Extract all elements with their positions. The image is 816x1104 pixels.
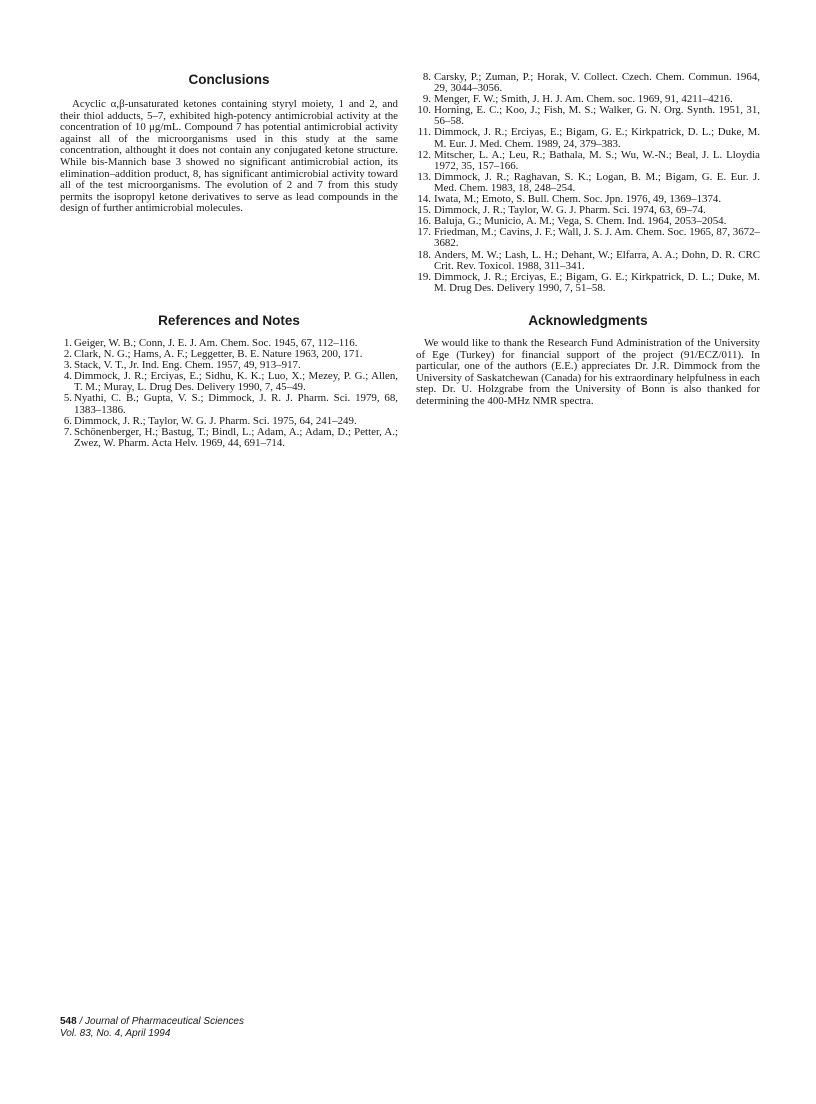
reference-text: Mitscher, L. A.; Leu, R.; Bathala, M. S.; Wu, W.-N.; Beal, J. L. Lloydia 1972, 35, 157–166. xyxy=(434,148,760,172)
reference-text: Menger, F. W.; Smith, J. H. J. Am. Chem. soc. 1969, 91, 4211–4216. xyxy=(434,93,733,106)
reference-text: Clark, N. G.; Hams, A. F.; Leggetter, B. E. Nature 1963, 200, 171. xyxy=(74,348,363,361)
reference-number: 18. xyxy=(417,248,431,261)
reference-text: Dimmock, J. R.; Raghavan, S. K.; Logan, B. M.; Bigam, G. E. Eur. J. Med. Chem. 1983, 18, 248–254. xyxy=(434,170,760,194)
journal-volume: Vol. 83, No. 4, April 1994 xyxy=(60,1028,171,1039)
reference-item xyxy=(416,72,760,94)
reference-text: Dimmock, J. R.; Erciyas, E.; Bigam, G. E.; Kirkpatrick, D. L.; Duke, M. M. Eur. J. Med. Chem. 1989, 24, 379–383. xyxy=(434,126,760,150)
reference-item xyxy=(416,172,760,194)
reference-text: Anders, M. W.; Lash, L. H.; Dehant, W.; Elfarra, A. A.; Dohn, D. R. CRC Crit. Rev. Toxicol. 1988, 311–341. xyxy=(434,248,760,272)
reference-number: 19. xyxy=(417,270,431,283)
page-number: 548 xyxy=(60,1016,77,1027)
reference-text: Dimmock, J. R.; Erciyas, E.; Bigam, G. E.; Kirkpatrick, D. L.; Duke, M. M. Drug Des. Delivery 1990, 7, 51–58. xyxy=(434,270,760,294)
reference-number: 4. xyxy=(63,370,72,383)
reference-text: Nyathi, C. B.; Gupta, V. S.; Dimmock, J. R. J. Pharm. Sci. 1979, 68, 1383–1386. xyxy=(74,392,398,416)
reference-item xyxy=(416,150,760,172)
reference-text: Dimmock, J. R.; Erciyas, E.; Sidhu, K. K.; Luo, X.; Mezey, P. G.; Allen, T. M.; Muray, L. Drug Des. Delivery 1990, 7, 45–49. xyxy=(74,370,398,394)
reference-number: 17. xyxy=(417,226,431,239)
reference-text: Friedman, M.; Cavins, J. F.; Wall, J. S. J. Am. Chem. Soc. 1965, 87, 3672–3682. xyxy=(434,226,760,250)
reference-text: Dimmock, J. R.; Taylor, W. G. J. Pharm. Sci. 1974, 63, 69–74. xyxy=(434,204,706,217)
reference-text: Baluja, G.; Municio, A. M.; Vega, S. Chem. Ind. 1964, 2053–2054. xyxy=(434,215,727,228)
reference-number: 12. xyxy=(417,148,431,161)
references-heading: References and Notes xyxy=(158,313,300,328)
acknowledgments-heading: Acknowledgments xyxy=(528,313,648,328)
reference-number: 13. xyxy=(417,170,431,183)
reference-number: 14. xyxy=(417,193,431,206)
reference-text: Iwata, M.; Emoto, S. Bull. Chem. Soc. Jpn. 1976, 49, 1369–1374. xyxy=(434,193,722,206)
references-list-left xyxy=(60,338,398,449)
reference-number: 9. xyxy=(422,93,431,106)
page-footer xyxy=(60,1016,244,1040)
reference-item xyxy=(60,393,398,415)
reference-text: Stack, V. T., Jr. Ind. Eng. Chem. 1957, 49, 913–917. xyxy=(74,359,301,372)
conclusions-paragraph: Acyclic α,β-unsaturated ketones containing styryl moiety, 1 and 2, and their thiol adducts, 5–7, exhibited high-potency antimicrobial activity at the concentration of 10 μg/mL. Compound 7 has potential antimicrobial activity against all of the microorganisms used in this study at the same concentration, althought it does not contain any conjugated ketone structure. While bis-Mannich base 3 showed no significant antimicrobial action, its elimination–addition product, 8, has significant antimicrobial activity toward all of the test microorganisms. The evolution of 2 and 7 from this study permits the isopropyl ketone derivatives to serve as lead compounds in the design of further antimicrobial molecules. xyxy=(60,98,398,215)
reference-number: 16. xyxy=(417,215,431,228)
reference-text: Horning, E. C.; Koo, J.; Fish, M. S.; Walker, G. N. Org. Synth. 1951, 31, 56–58. xyxy=(434,104,760,128)
reference-number: 5. xyxy=(63,392,72,405)
reference-item xyxy=(416,105,760,127)
reference-item xyxy=(416,127,760,149)
reference-item xyxy=(416,272,760,294)
reference-number: 15. xyxy=(417,204,431,217)
conclusions-heading: Conclusions xyxy=(188,72,270,87)
reference-text: Carsky, P.; Zuman, P.; Horak, V. Collect. Czech. Chem. Commun. 1964, 29, 3044–3056. xyxy=(434,71,760,95)
journal-name: / Journal of Pharmaceutical Sciences xyxy=(79,1016,244,1027)
reference-item xyxy=(60,427,398,449)
footer-journal-line xyxy=(60,1016,244,1028)
reference-number: 6. xyxy=(63,414,72,427)
references-list-right xyxy=(416,72,760,294)
reference-text: Schönenberger, H.; Bastug, T.; Bindl, L.; Adam, A.; Adam, D.; Petter, A.; Zwez, W. Pharm. Acta Helv. 1969, 44, 691–714. xyxy=(74,425,398,449)
reference-number: 11. xyxy=(417,126,431,139)
reference-item xyxy=(60,371,398,393)
reference-number: 1. xyxy=(63,337,72,349)
reference-item xyxy=(416,227,760,249)
acknowledgments-paragraph: We would like to thank the Research Fund Administration of the University of Ege (Turkey) for financial support of the project (91/ECZ/011). In particular, one of the authors (E.E.) appreciates Dr. J.R. Dimmock from the University of Saskatchewan (Canada) for his extraordinary helpfulness in each step. Dr. U. Holzgrabe from the University of Bonn is also thanked for determining the 400-MHz NMR spectra. xyxy=(416,337,760,407)
reference-number: 3. xyxy=(63,359,72,372)
reference-number: 10. xyxy=(417,104,431,117)
reference-text: Geiger, W. B.; Conn, J. E. J. Am. Chem. Soc. 1945, 67, 112–116. xyxy=(74,337,358,349)
reference-number: 8. xyxy=(422,71,431,83)
reference-number: 7. xyxy=(63,425,72,438)
reference-item xyxy=(416,250,760,272)
reference-number: 2. xyxy=(63,348,72,361)
reference-text: Dimmock, J. R.; Taylor, W. G. J. Pharm. Sci. 1975, 64, 241–249. xyxy=(74,414,357,427)
